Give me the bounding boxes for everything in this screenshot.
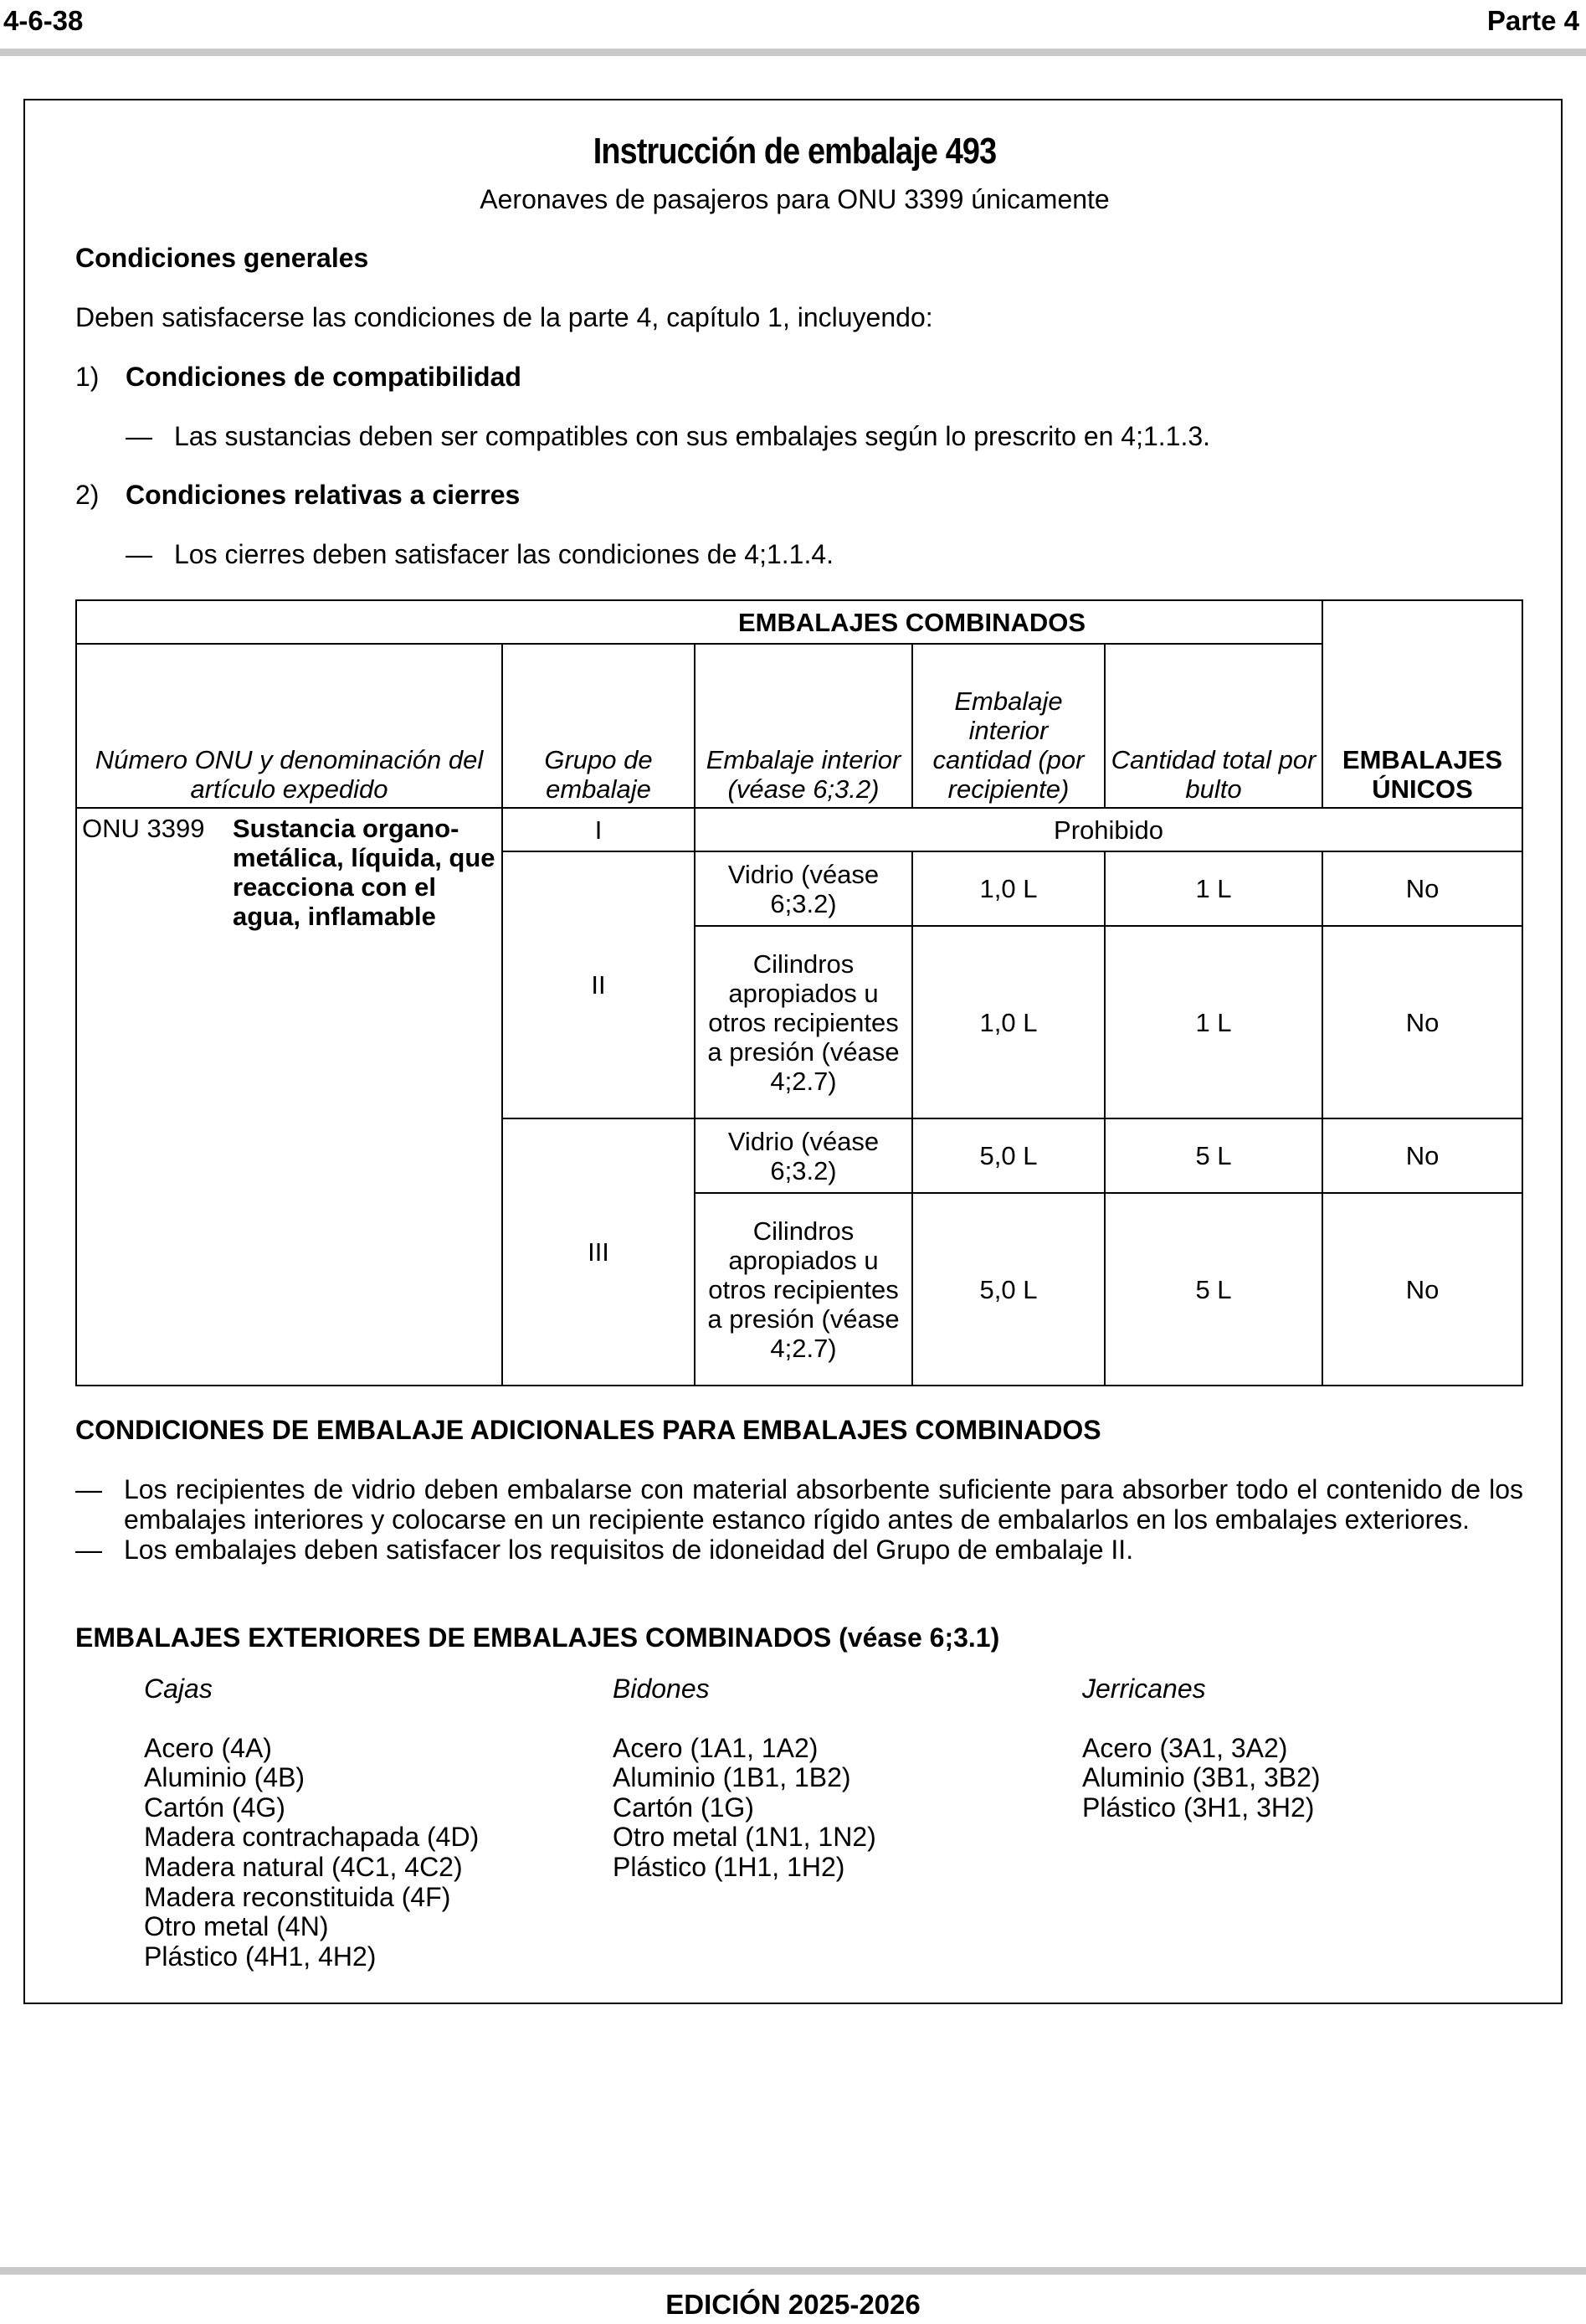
single-packaging-cell: No xyxy=(1322,1118,1522,1193)
inner-quantity-header: Embalaje interior cantidad (por recipiente) xyxy=(912,644,1105,808)
inner-packaging-header: Embalaje interior (véase 6;3.2) xyxy=(695,644,912,808)
column-title: Cajas xyxy=(144,1674,213,1704)
un-proper-shipping-name: Sustancia organo-metálica, líquida, que reacciona con el agua, inflamable xyxy=(233,814,495,931)
list-item: Madera natural (4C1, 4C2) xyxy=(144,1851,463,1882)
page-title: Instrucción de embalaje 493 xyxy=(593,131,997,172)
column-title: Jerricanes xyxy=(1082,1674,1206,1704)
total-quantity-cell: 5 L xyxy=(1105,1193,1322,1386)
condition-title: Condiciones de compatibilidad xyxy=(126,362,521,392)
inner-quantity-cell: 5,0 L xyxy=(912,1193,1105,1386)
list-item: Madera reconstituida (4F) xyxy=(144,1881,451,1912)
condition-detail: Los cierres deben satisfacer las condiciones de 4;1.1.4. xyxy=(174,539,834,569)
inner-packaging-cell: Vidrio (véase 6;3.2) xyxy=(695,851,912,926)
bullet-text: Los embalajes deben satisfacer los requisitos de idoneidad del Grupo de embalaje II. xyxy=(124,1535,1134,1565)
list-item: Madera contrachapada (4D) xyxy=(144,1822,480,1853)
condition-detail: Las sustancias deben ser compatibles con sus embalajes según lo prescrito en 4;1.1.3. xyxy=(174,421,1211,451)
single-packaging-cell: No xyxy=(1322,1193,1522,1386)
un-entry-cell xyxy=(76,808,502,1386)
total-quantity-header: Cantidad total por bulto xyxy=(1105,644,1322,808)
list-item: Plástico (1H1, 1H2) xyxy=(613,1851,845,1882)
dash: — xyxy=(75,1474,102,1504)
inner-quantity-cell: 1,0 L xyxy=(912,926,1105,1118)
dash: — xyxy=(126,539,152,569)
list-item: Acero (3A1, 3A2) xyxy=(1082,1732,1288,1763)
bullet-text: Los recipientes de vidrio deben embalarse con material absorbente suficiente para absorber todo el contenido de los embalajes interiores y colocarse en un recipiente estanco rígido antes de embalarlos en los embalajes exteriores. xyxy=(124,1474,1523,1535)
un-number-header: Número ONU y denominación del artículo expedido xyxy=(76,644,502,808)
inner-packaging-cell: Cilindros apropiados u otros recipientes a presión (véase 4;2.7) xyxy=(695,1193,912,1386)
list-item: Plástico (3H1, 3H2) xyxy=(1082,1792,1315,1823)
packing-group-cell: I xyxy=(502,808,695,851)
header-rule xyxy=(0,49,1586,56)
additional-conditions-list xyxy=(75,1474,1523,1565)
dash: — xyxy=(126,421,152,451)
outer-column-jerricans xyxy=(1082,1674,1321,1823)
prohibited-cell: Prohibido xyxy=(695,808,1522,851)
total-quantity-cell: 5 L xyxy=(1105,1118,1322,1193)
additional-conditions-heading: CONDICIONES DE EMBALAJE ADICIONALES PARA EMBALAJES COMBINADOS xyxy=(75,1415,1101,1445)
single-packaging-header: EMBALAJES ÚNICOS xyxy=(1322,600,1522,808)
list-item: Otro metal (1N1, 1N2) xyxy=(613,1822,876,1853)
packing-group-header: Grupo de embalaje xyxy=(502,644,695,808)
general-conditions-heading: Condiciones generales xyxy=(75,243,369,273)
condition-title: Condiciones relativas a cierres xyxy=(126,480,521,510)
list-item: Acero (4A) xyxy=(144,1732,272,1763)
list-item: Aluminio (3B1, 3B2) xyxy=(1082,1762,1321,1793)
general-conditions-intro: Deben satisfacerse las condiciones de la parte 4, capítulo 1, incluyendo: xyxy=(75,302,933,332)
inner-quantity-cell: 5,0 L xyxy=(912,1118,1105,1193)
page-subtitle: Aeronaves de pasajeros para ONU 3399 únicamente xyxy=(480,184,1110,214)
inner-packaging-cell: Cilindros apropiados u otros recipientes a presión (véase 4;2.7) xyxy=(695,926,912,1118)
inner-quantity-cell: 1,0 L xyxy=(912,851,1105,926)
packing-group-cell: III xyxy=(502,1118,695,1386)
list-item xyxy=(75,1474,1523,1535)
packaging-table xyxy=(75,599,1523,1386)
single-packaging-cell: No xyxy=(1322,851,1522,926)
column-title: Bidones xyxy=(613,1674,710,1704)
list-item: Cartón (1G) xyxy=(613,1792,754,1823)
list-item xyxy=(75,1535,1523,1565)
combined-packaging-header: EMBALAJES COMBINADOS xyxy=(502,600,1322,644)
inner-packaging-cell: Vidrio (véase 6;3.2) xyxy=(695,1118,912,1193)
total-quantity-cell: 1 L xyxy=(1105,926,1322,1118)
outer-column-drums xyxy=(613,1674,876,1883)
table-header-spacer xyxy=(76,600,502,644)
packing-group-cell: II xyxy=(502,851,695,1118)
list-item: Cartón (4G) xyxy=(144,1792,285,1823)
list-item: Acero (1A1, 1A2) xyxy=(613,1732,819,1763)
list-item: Aluminio (4B) xyxy=(144,1762,305,1793)
condition-number: 2) xyxy=(75,480,100,510)
single-packaging-cell: No xyxy=(1322,926,1522,1118)
outer-column-boxes xyxy=(144,1674,479,1972)
page-reference: 4-6-38 xyxy=(3,5,84,36)
total-quantity-cell: 1 L xyxy=(1105,851,1322,926)
dash: — xyxy=(75,1535,102,1565)
un-number: ONU 3399 xyxy=(82,814,205,843)
outer-packaging-heading: EMBALAJES EXTERIORES DE EMBALAJES COMBINADOS (véase 6;3.1) xyxy=(75,1622,1000,1653)
part-label: Parte 4 xyxy=(1486,5,1579,36)
footer-rule xyxy=(0,2267,1586,2275)
list-item: Otro metal (4N) xyxy=(144,1911,329,1942)
edition-footer: EDICIÓN 2025-2026 xyxy=(665,2289,921,2320)
condition-number: 1) xyxy=(75,362,100,392)
instruction-frame xyxy=(23,99,1563,2004)
list-item: Aluminio (1B1, 1B2) xyxy=(613,1762,851,1793)
list-item: Plástico (4H1, 4H2) xyxy=(144,1941,377,1972)
